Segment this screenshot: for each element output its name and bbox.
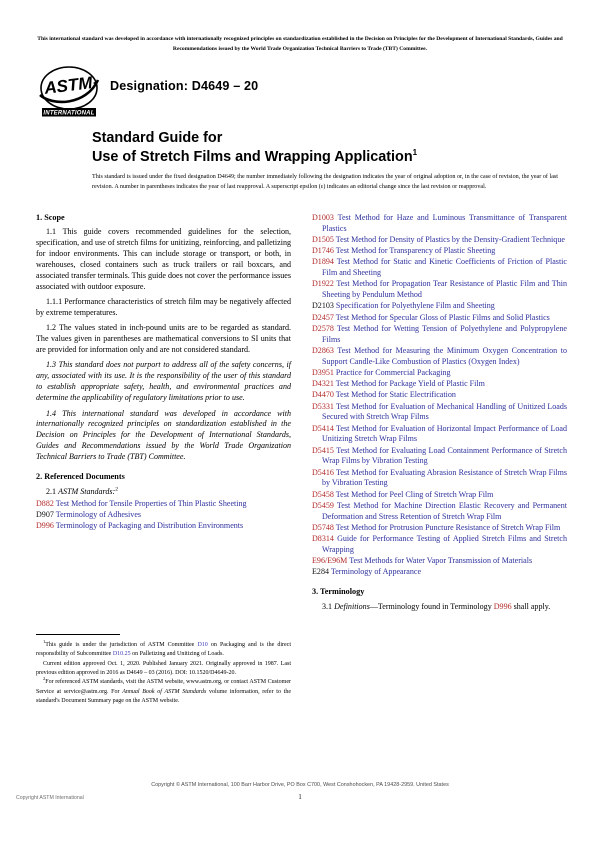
standard-designation[interactable]: D5748 bbox=[312, 522, 334, 532]
paragraph-1-1-1: 1.1.1 Performance characteristics of stretch film may be negatively affected by extreme temperatures. bbox=[36, 297, 291, 317]
list-item[interactable] bbox=[312, 523, 567, 534]
referenced-standards-list-left bbox=[36, 499, 291, 532]
standard-title[interactable]: Test Methods for Water Vapor Transmission of Materials bbox=[349, 556, 533, 565]
section-heading-referenced-documents: 2. Referenced Documents bbox=[36, 471, 125, 481]
standard-title[interactable]: Test Method for Tensile Properties of Thin Plastic Sheeting bbox=[55, 499, 247, 509]
standard-title[interactable]: Test Method for Haze and Luminous Transmittance of Transparent Plastics bbox=[322, 213, 567, 233]
standard-title[interactable]: Test Method for Transparency of Plastic Sheeting bbox=[335, 246, 496, 256]
paragraph-1-4: 1.4 This international standard was developed in accordance with internationally recognized principles on standardization established in the Decision on Principles for the Development of International Standards, Guides and Recommendations issued by the World Trade Organization Technical Barriers to Trade (TBT) Committee. bbox=[36, 408, 291, 462]
list-item[interactable] bbox=[312, 257, 567, 279]
standard-title[interactable]: Guide for Performance Testing of Applied Stretch Films and Stretch Wrapping bbox=[322, 533, 567, 554]
standard-title[interactable]: Test Method for Evaluating Load Containment Performance of Stretch Wrap Films by Vibration Testing bbox=[322, 445, 567, 466]
footnote-2-text-b: volume information, refer to the standard's Document Summary page on the ASTM website. bbox=[36, 688, 291, 705]
section-heading-terminology: 3. Terminology bbox=[312, 587, 365, 597]
paragraph-3-1 bbox=[312, 602, 567, 613]
standard-title[interactable]: Terminology of Adhesives bbox=[55, 510, 142, 520]
right-column bbox=[312, 213, 567, 613]
footnote-2-marker: 2 bbox=[43, 676, 46, 682]
standard-title[interactable]: Test Method for Evaluating Abrasion Resistance of Stretch Wrap Films by Vibration Testing bbox=[322, 467, 568, 488]
footnote-committee-link[interactable]: D10 bbox=[197, 642, 208, 648]
standard-designation[interactable]: D5458 bbox=[312, 489, 334, 499]
footnote-1-marker: 1 bbox=[43, 639, 46, 644]
standard-title[interactable]: Test Method for Package Yield of Plastic Film bbox=[335, 379, 485, 389]
paragraph-1-2: 1.2 The values stated in inch-pound units are to be regarded as standard. The values given in parentheses are mathematical conversions to SI units that are provided for information only and are not considered standard. bbox=[36, 323, 291, 355]
standard-title[interactable]: Test Method for Evaluation of Horizontal Impact Performance of Load Unitizing Stretch Wrap Films bbox=[322, 423, 567, 444]
standard-designation[interactable]: D1746 bbox=[312, 246, 334, 256]
list-item[interactable] bbox=[312, 534, 567, 556]
standard-title[interactable]: Test Method for Density of Plastics by the Density-Gradient Technique bbox=[335, 235, 565, 245]
list-item[interactable] bbox=[36, 510, 291, 521]
list-item[interactable] bbox=[312, 390, 567, 401]
referenced-standards-list-right bbox=[312, 213, 567, 578]
astm-logo-icon bbox=[36, 64, 102, 118]
subsection-astm-standards bbox=[36, 487, 291, 498]
astm-logo bbox=[36, 64, 102, 118]
standard-designation[interactable]: D1922 bbox=[312, 279, 334, 289]
list-item[interactable] bbox=[312, 313, 567, 324]
standard-designation[interactable]: D907 bbox=[36, 510, 54, 520]
standard-designation[interactable]: D996 bbox=[36, 521, 54, 531]
left-column bbox=[36, 213, 291, 533]
standard-designation[interactable]: D2103 bbox=[312, 301, 334, 311]
list-item[interactable] bbox=[312, 213, 567, 235]
issued-under-note: This standard is issued under the fixed designation D4649; the number immediately following the designation indicates the year of original adoption or, in the case of revision, the year of last revision. A number in parentheses indicates the year of last reapproval. A superscript epsilon (ε) indicates an editorial change since the last revision or reapproval. bbox=[92, 174, 558, 191]
designation-label: Designation: D4649 – 20 bbox=[110, 79, 259, 93]
page-number: 1 bbox=[298, 793, 302, 801]
footnote-1-text-b: on Packaging and is the direct responsibility of Subcommittee bbox=[36, 642, 291, 658]
list-item[interactable] bbox=[312, 402, 567, 424]
footnote-1-text-c: on Palletizing and Unitizing of Loads. bbox=[130, 651, 224, 658]
list-item[interactable] bbox=[312, 379, 567, 390]
standard-title[interactable]: Test Method for Propagation Tear Resistance of Plastic Film and Thin Sheeting by Pendulum Method bbox=[322, 279, 567, 300]
standard-designation[interactable]: D4321 bbox=[312, 379, 334, 389]
title-line-2: Use of Stretch Films and Wrapping Application bbox=[92, 149, 413, 166]
standard-designation[interactable]: D3951 bbox=[312, 367, 334, 377]
standard-title[interactable]: Test Method for Protrusion Puncture Resistance of Stretch Wrap Film bbox=[335, 522, 561, 532]
list-item[interactable] bbox=[312, 501, 567, 523]
standard-title[interactable]: Test Method for Peel Cling of Stretch Wrap Film bbox=[335, 489, 494, 499]
list-item[interactable] bbox=[312, 301, 567, 312]
svg-text:INTERNATIONAL: INTERNATIONAL bbox=[43, 110, 95, 117]
list-item[interactable] bbox=[36, 521, 291, 532]
list-item[interactable] bbox=[312, 368, 567, 379]
copyright-line: Copyright © ASTM International, 100 Barr Harbor Drive, PO Box C700, West Conshohocken, PA 19428-2959. United States bbox=[151, 782, 449, 788]
standard-designation[interactable]: D1894 bbox=[312, 257, 334, 267]
standard-title[interactable]: Test Method for Static and Kinetic Coefficients of Friction of Plastic Film and Sheeting bbox=[322, 257, 567, 278]
standard-designation[interactable]: D1505 bbox=[312, 235, 334, 245]
title-footnote-marker: 1 bbox=[412, 148, 418, 158]
wto-banner-text: This international standard was developed in accordance with internationally recognized principles on standardization established in the Decision on Principles for the Development of International Standards, Guides and Recommendations issued by the World Trade Organization Technical Barriers to Trade (TBT) Committee. bbox=[37, 36, 563, 52]
standard-title[interactable]: Test Method for Measuring the Minimum Oxygen Concentration to Support Candle-Like Combustion of Plastics (Oxygen Index) bbox=[322, 345, 567, 366]
list-item[interactable] bbox=[312, 490, 567, 501]
watermark-copyright: Copyright ASTM International bbox=[16, 795, 84, 801]
standard-title[interactable]: Test Method for Wetting Tension of Polyethylene and Polypropylene Films bbox=[322, 323, 568, 344]
list-item[interactable] bbox=[312, 556, 567, 567]
standard-designation[interactable]: D4470 bbox=[312, 390, 334, 400]
list-item[interactable] bbox=[312, 346, 567, 368]
standard-designation[interactable]: D8314 bbox=[312, 533, 334, 543]
standard-designation[interactable]: E284 bbox=[312, 567, 329, 577]
standard-designation[interactable]: D5416 bbox=[312, 467, 334, 477]
list-item[interactable] bbox=[36, 499, 291, 510]
list-item[interactable] bbox=[312, 446, 567, 468]
standard-title[interactable]: Practice for Commercial Packaging bbox=[335, 367, 451, 377]
standard-title[interactable]: Test Method for Specular Gloss of Plastic Films and Solid Plastics bbox=[335, 312, 550, 322]
standard-title[interactable]: Terminology of Appearance bbox=[330, 567, 422, 577]
list-item[interactable] bbox=[312, 424, 567, 446]
standard-title[interactable]: Test Method for Machine Direction Elastic Recovery and Permanent Deformation and Stress Retention of Stretch Wrap Film bbox=[322, 500, 567, 521]
standard-designation[interactable]: E96/E96M bbox=[312, 556, 348, 565]
definitions-number: 3.1 bbox=[322, 602, 333, 612]
page-title bbox=[92, 129, 562, 167]
footnote-1-text-a: This guide is under the jurisdiction of ASTM Committee bbox=[45, 642, 198, 648]
list-item[interactable] bbox=[312, 567, 567, 578]
standard-title[interactable]: Test Method for Evaluation of Mechanical Handling of Unitized Loads Secured with Stretch Wrap Films bbox=[322, 401, 568, 422]
footnote-divider bbox=[36, 634, 120, 635]
list-item[interactable] bbox=[312, 279, 567, 301]
footnote-1 bbox=[36, 641, 291, 660]
list-item[interactable] bbox=[312, 235, 567, 246]
footnote-subcommittee-link[interactable]: D10.25 bbox=[112, 651, 131, 658]
footnotes-block bbox=[36, 641, 291, 707]
title-line-1: Standard Guide for bbox=[92, 130, 223, 146]
terminology-d996-link[interactable]: D996 bbox=[493, 602, 512, 612]
subsection-footnote-marker: 2 bbox=[115, 486, 119, 493]
definitions-label: Definitions bbox=[334, 602, 370, 612]
definitions-text-before: —Terminology found in Terminology bbox=[369, 602, 494, 612]
standard-designation[interactable]: D2457 bbox=[312, 312, 334, 322]
list-item[interactable] bbox=[312, 468, 567, 490]
svg-text:ASTM: ASTM bbox=[43, 73, 94, 98]
standard-designation[interactable]: D2863 bbox=[312, 345, 334, 355]
list-item[interactable] bbox=[312, 246, 567, 257]
paragraph-1-1: 1.1 This guide covers recommended guidelines for the selection, specification, and use of stretch films for unitizing, reinforcing, and palletizing for indoor environments. This can include storage or transport, or both, in warehouses, closed containers such as truck trailers or rail boxcars, and associated transfer terminals. This guide does not cover the performance issues associated with outdoor exposure. bbox=[36, 227, 291, 291]
section-heading-scope: 1. Scope bbox=[36, 213, 65, 222]
definitions-text-after: shall apply. bbox=[511, 602, 551, 612]
standard-designation[interactable]: D1003 bbox=[312, 213, 334, 222]
footnote-2-italic: Annual Book of ASTM Standards bbox=[122, 688, 207, 695]
footnote-2 bbox=[36, 678, 291, 706]
paragraph-1-3: 1.3 This standard does not purport to address all of the safety concerns, if any, associated with its use. It is the responsibility of the user of this standard to establish appropriate safety, health, and environmental practices and determine the applicability of regulatory limitations prior to use. bbox=[36, 360, 291, 403]
standard-title[interactable]: Terminology of Packaging and Distribution Environments bbox=[55, 521, 244, 531]
standard-designation[interactable]: D5414 bbox=[312, 423, 334, 433]
standard-title[interactable]: Test Method for Static Electrification bbox=[335, 390, 456, 400]
standard-title[interactable]: Specification for Polyethylene Film and Sheeting bbox=[335, 301, 495, 311]
subsection-number: 2.1 bbox=[46, 487, 57, 497]
subsection-label: ASTM Standards: bbox=[58, 487, 116, 497]
standard-designation[interactable]: D882 bbox=[36, 499, 54, 509]
standard-designation[interactable]: D2578 bbox=[312, 323, 334, 333]
standard-designation[interactable]: D5331 bbox=[312, 401, 334, 411]
footnote-2-text-a: For referenced ASTM standards, visit the ASTM website, www.astm.org, or contact ASTM Customer Service at service@astm.org. For bbox=[36, 679, 291, 695]
list-item[interactable] bbox=[312, 324, 567, 346]
standard-designation[interactable]: D5459 bbox=[312, 500, 334, 510]
standard-designation[interactable]: D5415 bbox=[312, 445, 334, 455]
footnote-edition-info: Current edition approved Oct. 1, 2020. Published January 2021. Originally approved in 1987. Last previous edition approved in 2016 as D4649 – 03 (2016). DOI: 10.1520/D4649-20. bbox=[36, 660, 291, 677]
